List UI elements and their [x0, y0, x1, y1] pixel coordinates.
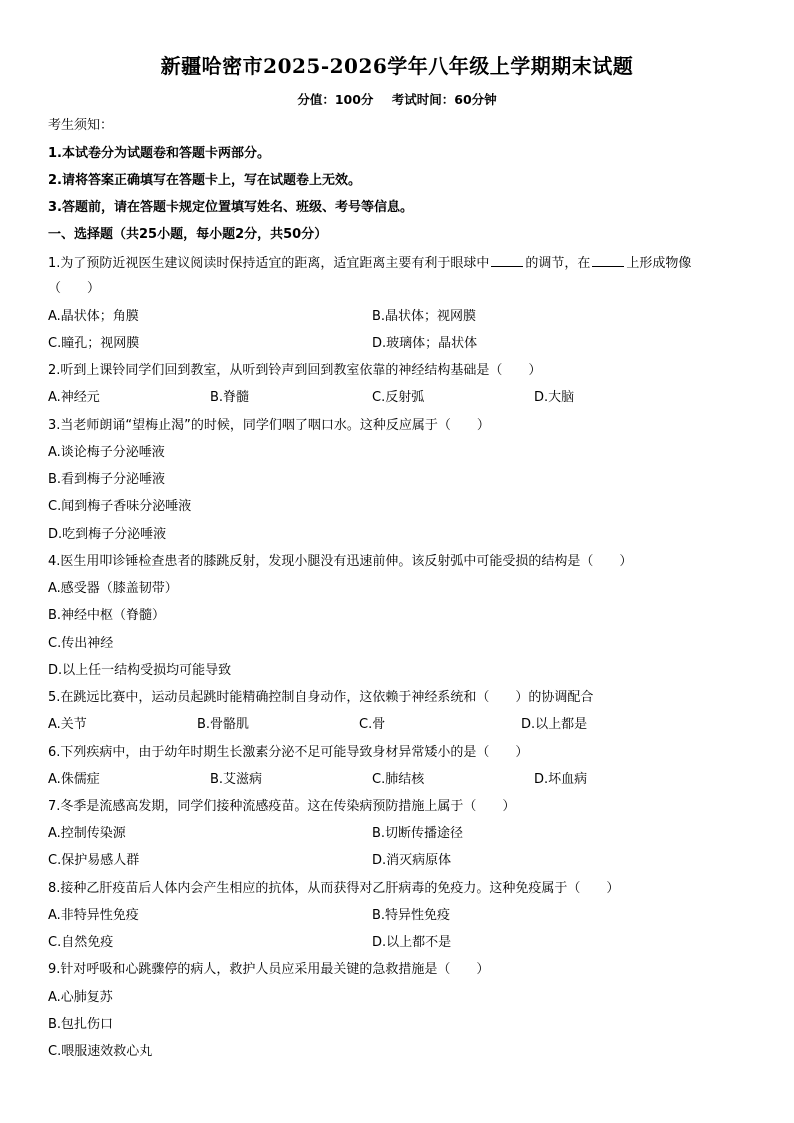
option: A.控制传染源 [48, 826, 126, 841]
option: D.坏血病 [534, 772, 588, 787]
option: A.感受器（膝盖韧带） [48, 581, 178, 596]
section-heading: 一、选择题（共25小题，每小题2分，共50分） [48, 227, 328, 242]
option: A.晶状体；角膜 [48, 309, 139, 324]
option: A.心肺复苏 [48, 990, 113, 1005]
option: A.神经元 [48, 390, 100, 405]
option: A.侏儒症 [48, 772, 100, 787]
question-stem: 2.听到上课铃同学们回到教室，从听到铃声到回到教室依靠的神经结构基础是（ ） [48, 363, 542, 378]
option: C.瞳孔；视网膜 [48, 336, 140, 351]
question-stem: 7.冬季是流感高发期，同学们接种流感疫苗。这在传染病预防措施上属于（ ） [48, 799, 516, 814]
question-stem: 9.针对呼吸和心跳骤停的病人，救护人员应采用最关键的急救措施是（ ） [48, 962, 490, 977]
notice-heading: 考生须知： [48, 118, 114, 133]
option: B.看到梅子分泌唾液 [48, 472, 166, 487]
option: C.自然免疫 [48, 935, 114, 950]
notice-item: 2.请将答案正确填写在答题卡上，写在试题卷上无效。 [48, 173, 361, 188]
option: C.闻到梅子香味分泌唾液 [48, 499, 192, 514]
option: C.喂服速效救心丸 [48, 1044, 153, 1059]
option: B.神经中枢（脊髓） [48, 608, 166, 623]
option: A.非特异性免疫 [48, 908, 139, 923]
option: D.大脑 [534, 390, 575, 405]
option: D.吃到梅子分泌唾液 [48, 527, 167, 542]
option: B.特异性免疫 [372, 908, 451, 923]
question-stem: 6.下列疾病中，由于幼年时期生长激素分泌不足可能导致身材异常矮小的是（ ） [48, 745, 529, 760]
stem-part: 1.为了预防近视医生建议阅读时保持适宜的距离，适宜距离主要有利于眼球中 [48, 256, 490, 271]
answer-blank [592, 254, 624, 267]
option: A.谈论梅子分泌唾液 [48, 445, 165, 460]
question-stem: 4.医生用叩诊锤检查患者的膝跳反射，发现小腿没有迅速前伸。该反射弧中可能受损的结构是（ ） [48, 554, 633, 569]
notice-item: 1.本试卷分为试题卷和答题卡两部分。 [48, 146, 270, 161]
option: B.切断传播途径 [372, 826, 464, 841]
answer-blank [491, 254, 523, 267]
option: C.传出神经 [48, 636, 114, 651]
option: B.骨骼肌 [197, 717, 250, 732]
option: C.骨 [359, 717, 386, 732]
option: D.消灭病原体 [372, 853, 452, 868]
option: D.以上都不是 [372, 935, 452, 950]
option: D.以上都是 [521, 717, 588, 732]
question-stem-cont: （ ） [48, 281, 101, 296]
stem-part: 上形成物像 [626, 256, 692, 271]
time-label: 考试时间：60分钟 [391, 92, 497, 107]
option: B.艾滋病 [210, 772, 263, 787]
exam-meta [0, 90, 794, 108]
page-title: 新疆哈密市2025-2026学年八年级上学期期末试题 [160, 54, 634, 78]
question-stem: 3.当老师朗诵“望梅止渴”的时候，同学们咽了咽口水。这种反应属于（ ） [48, 418, 490, 433]
option: B.脊髓 [210, 390, 250, 405]
option: A.关节 [48, 717, 87, 732]
question-stem [48, 254, 691, 272]
option: D.以上任一结构受损均可能导致 [48, 663, 232, 678]
question-stem: 5.在跳远比赛中，运动员起跳时能精确控制自身动作，这依赖于神经系统和（ ）的协调配合 [48, 690, 594, 705]
option: C.肺结核 [372, 772, 425, 787]
option: D.玻璃体；晶状体 [372, 336, 478, 351]
option: C.反射弧 [372, 390, 425, 405]
question-stem: 8.接种乙肝疫苗后人体内会产生相应的抗体，从而获得对乙肝病毒的免疫力。这种免疫属于（ ） [48, 881, 620, 896]
option: B.包扎伤口 [48, 1017, 114, 1032]
option: C.保护易感人群 [48, 853, 140, 868]
stem-part: 的调节，在 [525, 256, 591, 271]
notice-item: 3.答题前，请在答题卡规定位置填写姓名、班级、考号等信息。 [48, 200, 413, 215]
score-label: 分值：100分 [297, 92, 374, 107]
option: B.晶状体；视网膜 [372, 309, 477, 324]
